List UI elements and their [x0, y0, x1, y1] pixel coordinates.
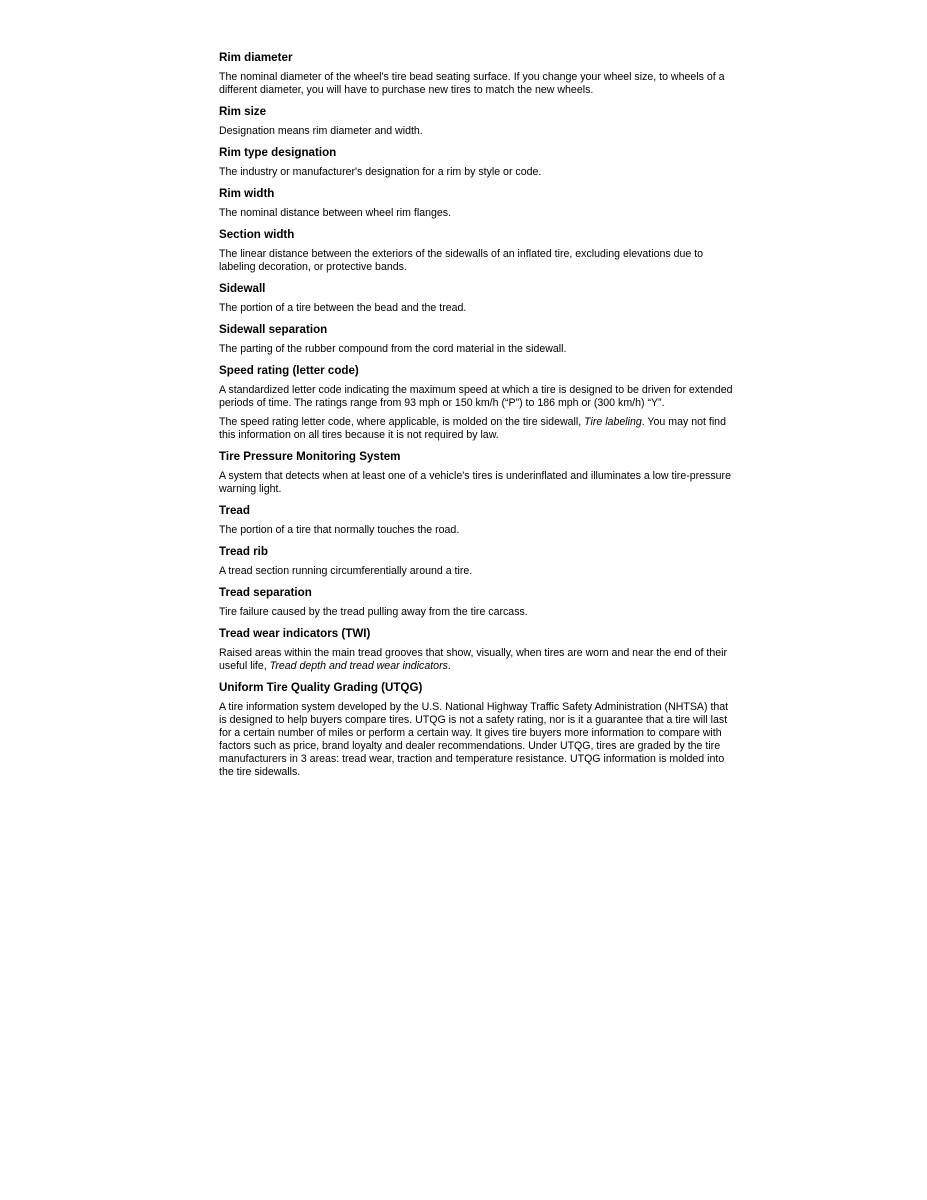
glossary-definition: The parting of the rubber compound from the cord material in the sidewall.	[219, 343, 567, 355]
glossary-definition: The linear distance between the exteriors of the sidewalls of an inflated tire, excluding elevations due to labeling decoration, or protective bands.	[219, 248, 704, 273]
glossary-entry	[219, 681, 734, 779]
glossary-term: Speed rating (letter code)	[219, 364, 359, 377]
glossary-term: Tread wear indicators (TWI)	[219, 627, 371, 640]
glossary-entry	[219, 450, 734, 496]
glossary-definition: A tire information system developed by the U.S. National Highway Traffic Safety Administration (NHTSA) that is designed to help buyers compare tires. UTQG is not a safety rating, nor is it a guarantee that a tire will last for a certain number of miles or perform a certain way. It gives tire buyers more information to compare with factors such as price, brand loyalty and dealer recommendations. Under UTQG, tires are graded by the tire manufacturers in 3 areas: tread wear, traction and temperature resistance. UTQG information is molded into the tire sidewalls.	[219, 701, 729, 778]
glossary-term: Rim width	[219, 187, 275, 200]
glossary-definition: Tire failure caused by the tread pulling away from the tire carcass.	[219, 606, 528, 618]
glossary-definition: A standardized letter code indicating the maximum speed at which a tire is designed to be driven for extended periods of time. The ratings range from 93 mph or 150 km/h (“P”) to 186 mph or (300 km/h) “Y”.	[219, 384, 733, 409]
glossary-term: Rim size	[219, 105, 267, 118]
glossary-term: Tire Pressure Monitoring System	[219, 450, 401, 463]
glossary-entry	[219, 146, 734, 179]
definition-text: . You may not find this information on all tires because it is not required by law.	[219, 416, 726, 441]
glossary-term: Uniform Tire Quality Grading (UTQG)	[219, 681, 423, 694]
glossary-entry	[219, 51, 734, 97]
glossary-term: Rim diameter	[219, 51, 293, 64]
glossary-entry	[219, 627, 734, 673]
glossary-list	[219, 51, 734, 779]
glossary-entry	[219, 364, 734, 442]
glossary-definition: A tread section running circumferentially around a tire.	[219, 565, 473, 577]
glossary-page	[219, 51, 734, 787]
glossary-term: Sidewall	[219, 282, 266, 295]
glossary-definition	[219, 416, 734, 442]
glossary-entry	[219, 105, 734, 138]
definition-text: .	[447, 660, 451, 672]
glossary-definition: The portion of a tire that normally touches the road.	[219, 524, 460, 536]
glossary-entry	[219, 187, 734, 220]
glossary-entry	[219, 228, 734, 274]
glossary-term: Sidewall separation	[219, 323, 328, 336]
glossary-term: Tread rib	[219, 545, 268, 558]
glossary-definition: The industry or manufacturer's designation for a rim by style or code.	[219, 166, 542, 178]
glossary-term: Rim type designation	[219, 146, 337, 159]
glossary-entry	[219, 504, 734, 537]
glossary-term: Section width	[219, 228, 295, 241]
glossary-definition: Designation means rim diameter and width.	[219, 125, 423, 137]
glossary-term: Tread separation	[219, 586, 312, 599]
glossary-definition	[219, 647, 734, 673]
definition-text: Raised areas within the main tread grooves that show, visually, when tires are worn and near the end of their useful life,	[219, 647, 727, 672]
glossary-term: Tread	[219, 504, 250, 517]
glossary-entry	[219, 323, 734, 356]
glossary-definition: The nominal distance between wheel rim flanges.	[219, 207, 452, 219]
cross-reference-link[interactable]: Tread depth and tread wear indicators	[269, 660, 448, 672]
cross-reference-link[interactable]: Tire labeling	[584, 416, 642, 428]
glossary-entry	[219, 545, 734, 578]
glossary-entry	[219, 282, 734, 315]
definition-text: The speed rating letter code, where applicable, is molded on the tire sidewall,	[219, 416, 585, 428]
glossary-definition: A system that detects when at least one of a vehicle's tires is underinflated and illuminates a low tire-pressure warning light.	[219, 470, 731, 495]
glossary-definition: The portion of a tire between the bead and the tread.	[219, 302, 467, 314]
glossary-entry	[219, 586, 734, 619]
glossary-definition: The nominal diameter of the wheel's tire bead seating surface. If you change your wheel size, to wheels of a different diameter, you will have to purchase new tires to match the new wheels.	[219, 71, 725, 96]
